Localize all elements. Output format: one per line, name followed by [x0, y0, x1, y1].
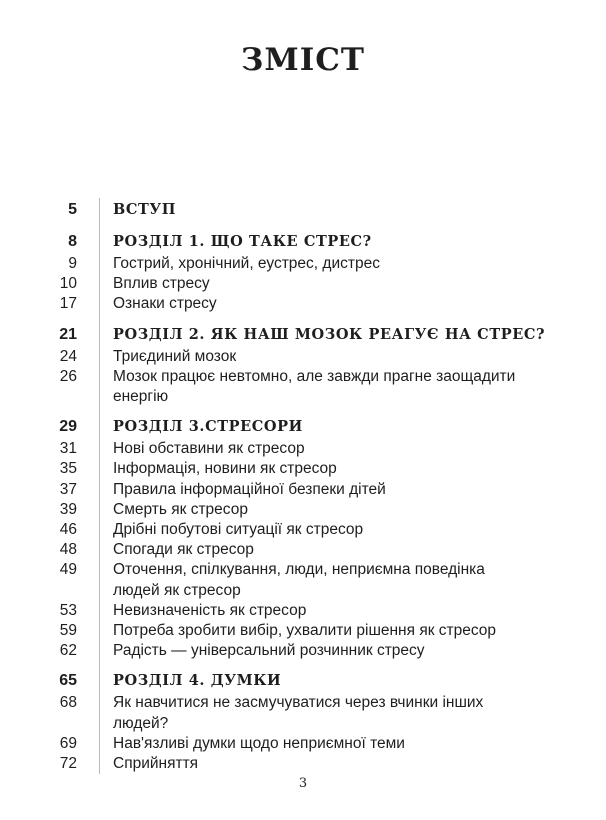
toc-entry-page-number: 39	[59, 500, 77, 518]
toc-entry-page-number: 37	[59, 480, 77, 498]
toc-section	[40, 198, 560, 222]
toc-entry[interactable]	[40, 459, 560, 479]
toc-entry[interactable]	[40, 367, 560, 407]
toc-entry-page-number: 48	[59, 541, 77, 559]
toc-entry[interactable]	[40, 693, 560, 733]
toc-entry-title: Дрібні побутові ситуації як стресор	[113, 521, 364, 539]
toc-entry-title: Потреба зробити вибір, ухвалити рішення як стресор	[113, 622, 497, 640]
toc-entry-title: Смерть як стресор	[113, 500, 248, 518]
toc-entry-title: Сприйняття	[113, 755, 199, 773]
toc-chapter-heading[interactable]	[40, 198, 560, 222]
toc-chapter-page-number: 65	[59, 672, 77, 690]
toc-entry-page-number: 9	[68, 255, 77, 272]
toc-entry[interactable]	[40, 500, 560, 520]
toc-entry[interactable]	[40, 347, 560, 367]
toc-entry-page-number: 46	[59, 521, 77, 539]
toc-entry[interactable]	[40, 754, 560, 774]
toc-chapter-heading[interactable]	[40, 669, 560, 693]
toc-entry-title: Нав'язливі думки щодо неприємної теми	[113, 734, 405, 752]
toc-chapter-page-number: 8	[68, 233, 77, 250]
toc-entry-title: Нові обставини як стресор	[113, 440, 305, 458]
toc-entry[interactable]	[40, 294, 560, 314]
toc-chapter-title: РОЗДІЛ 2. ЯК НАШ МОЗОК РЕАГУЄ НА СТРЕС?	[113, 325, 546, 343]
toc-entry[interactable]	[40, 480, 560, 500]
toc-section	[40, 323, 560, 408]
page-title: ЗМІСТ	[241, 42, 365, 78]
toc-entry-title: Триєдиний мозок	[113, 347, 237, 365]
toc-chapter-heading[interactable]	[40, 230, 560, 254]
toc-entry-title: Спогади як стресор	[113, 541, 254, 559]
toc-entry-page-number: 31	[59, 440, 77, 458]
toc-entry[interactable]	[40, 560, 560, 600]
toc-entry-page-number: 53	[59, 601, 77, 619]
toc-entry[interactable]	[40, 621, 560, 641]
toc-entry-page-number: 17	[59, 295, 77, 313]
toc-entry-page-number: 49	[59, 561, 77, 579]
toc-entry-title: Вплив стресу	[113, 275, 210, 293]
toc-entry-title: Гострий, хронічний, еустрес, дистрес	[113, 255, 380, 272]
toc-entry[interactable]	[40, 439, 560, 459]
toc-entry-page-number: 10	[59, 275, 77, 293]
toc-entry-title: Невизначеність як стресор	[113, 601, 307, 619]
toc-entry-page-number: 59	[59, 622, 77, 640]
toc-chapter-page-number: 29	[59, 418, 77, 436]
toc-entry-page-number: 68	[59, 694, 77, 712]
toc-section	[40, 669, 560, 774]
toc-chapter-heading[interactable]	[40, 415, 560, 439]
toc-chapter-title: РОЗДІЛ 1. ЩО ТАКЕ СТРЕС?	[113, 233, 372, 250]
toc-entry[interactable]	[40, 734, 560, 754]
toc-chapter-title: ВСТУП	[113, 201, 177, 218]
toc-entry[interactable]	[40, 520, 560, 540]
toc-entry-page-number: 69	[59, 734, 77, 752]
toc-entry[interactable]	[40, 254, 560, 274]
toc-entry-title: Оточення, спілкування, люди, неприємна поведінка людей як стресор	[113, 561, 485, 599]
toc-entry-title: Мозок працює невтомно, але завжди прагне заощадити енергію	[113, 367, 516, 406]
toc-entry-page-number: 35	[59, 460, 77, 478]
toc-entry-title: Інформація, новини як стресор	[113, 460, 337, 478]
toc-entry-page-number: 62	[59, 642, 77, 660]
toc-entry[interactable]	[40, 540, 560, 560]
toc-chapter-heading[interactable]	[40, 323, 560, 347]
toc-entry-page-number: 26	[59, 367, 77, 385]
toc-entry-title: Радість — універсальний розчинник стресу	[113, 642, 425, 660]
toc-entry[interactable]	[40, 601, 560, 621]
toc-chapter-page-number: 5	[68, 201, 77, 218]
toc-entry-page-number: 72	[59, 755, 77, 773]
toc-entry-title: Ознаки стресу	[113, 295, 217, 313]
toc-entry-page-number: 24	[59, 347, 77, 365]
toc-entry[interactable]	[40, 274, 560, 294]
page-number: 3	[298, 776, 308, 791]
toc-chapter-title: РОЗДІЛ 3.СТРЕСОРИ	[113, 418, 303, 436]
toc-entry-title: Правила інформаційної безпеки дітей	[113, 480, 386, 498]
toc-chapter-title: РОЗДІЛ 4. ДУМКИ	[113, 672, 282, 690]
toc-entry[interactable]	[40, 641, 560, 661]
toc-chapter-page-number: 21	[59, 325, 77, 343]
toc-entry-title: Як навчитися не засмучуватися через вчинки інших людей?	[113, 694, 484, 732]
toc-section	[40, 415, 560, 661]
toc-section	[40, 230, 560, 315]
table-of-contents	[40, 198, 560, 774]
